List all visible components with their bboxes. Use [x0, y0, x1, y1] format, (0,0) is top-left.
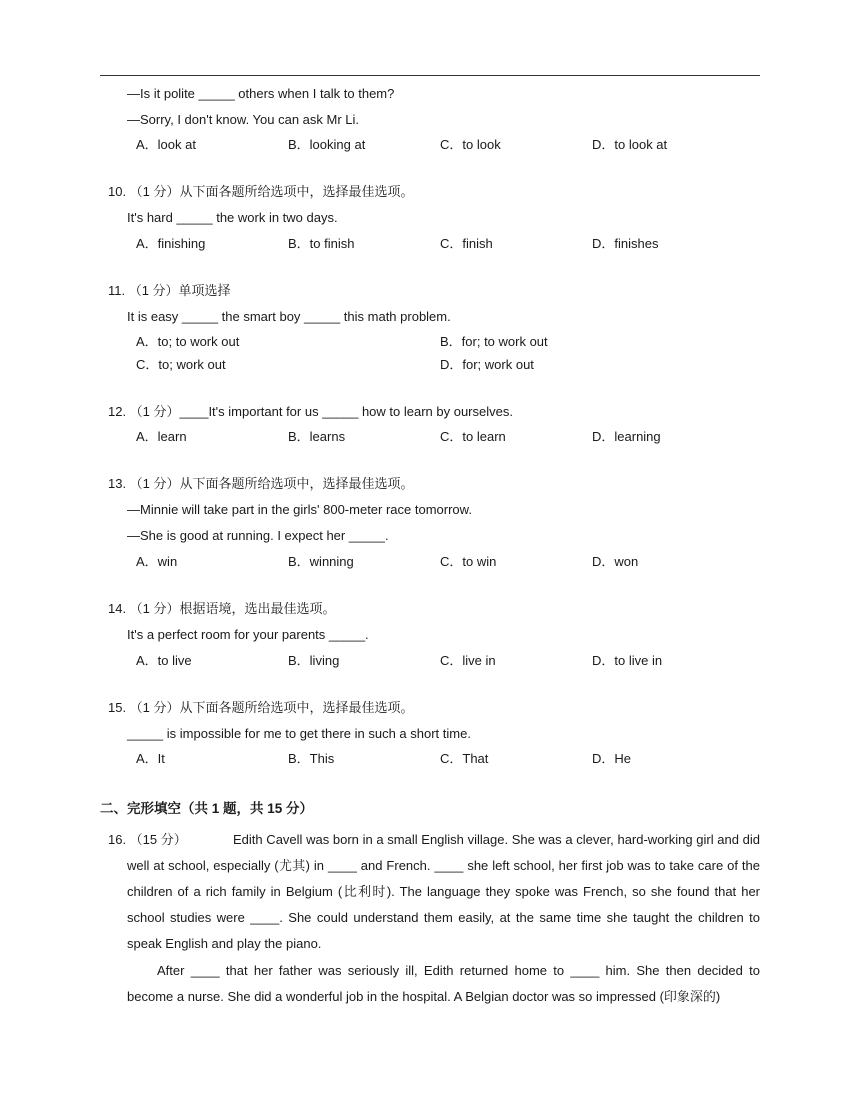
- q13-option-a[interactable]: A．win: [136, 554, 178, 569]
- q14-option-d[interactable]: D．to live in: [592, 653, 663, 668]
- q14-header: 14. （1 分）根据语境，选出最佳选项。: [108, 601, 336, 616]
- q14-stem: It's a perfect room for your parents _____.: [127, 627, 369, 642]
- q13-option-d[interactable]: D．won: [592, 554, 639, 569]
- q11-option-c[interactable]: C．to; work out: [136, 357, 226, 372]
- q12-option-d[interactable]: D．learning: [592, 429, 661, 444]
- q14-option-c[interactable]: C．live in: [440, 653, 496, 668]
- q10-option-c[interactable]: C．finish: [440, 236, 493, 251]
- q12-option-c[interactable]: C．to learn: [440, 429, 506, 444]
- q16-paragraph-1: Edith Cavell was born in a small English village. She was a clever, hard-working girl and did well at school, especially (尤其) in ____ and French. ____ she left school, her first job was to take care of the children of a rich family in Belgium (比利时). The language they spoke was French, so she found that her school studies were ____. She could understand them easily, at the same time she taught the children to speak English and play the piano.: [127, 832, 760, 951]
- q15-option-d[interactable]: D．He: [592, 751, 632, 766]
- q10-option-d[interactable]: D．finishes: [592, 236, 659, 251]
- header-rule: [100, 75, 760, 76]
- q11-option-a[interactable]: A．to; to work out: [136, 334, 240, 349]
- q14-option-b[interactable]: B．living: [288, 653, 340, 668]
- section-2-title: 二、完形填空（共 1 题，共 15 分）: [100, 801, 314, 816]
- q13-line2: —She is good at running. I expect her _____.: [127, 528, 389, 543]
- q16-paragraph-2: After ____ that her father was seriously ill, Edith returned home to ____ him. She then decided to become a nurse. She did a wonderful job in the hospital. A Belgian doctor was so impressed (印象深的): [127, 963, 760, 1004]
- q10-stem: It's hard _____ the work in two days.: [127, 210, 338, 225]
- q9-option-c[interactable]: C．to look: [440, 137, 501, 152]
- q12-option-a[interactable]: A．learn: [136, 429, 187, 444]
- q9-line1: —Is it polite _____ others when I talk to them?: [127, 86, 395, 101]
- q13-line1: —Minnie will take part in the girls' 800-meter race tomorrow.: [127, 502, 472, 517]
- q10-header: 10. （1 分）从下面各题所给选项中，选择最佳选项。: [108, 184, 414, 199]
- q9-option-b[interactable]: B．looking at: [288, 137, 366, 152]
- q15-header: 15. （1 分）从下面各题所给选项中，选择最佳选项。: [108, 700, 414, 715]
- q11-option-b[interactable]: B．for; to work out: [440, 334, 548, 349]
- q12-option-b[interactable]: B．learns: [288, 429, 346, 444]
- q15-option-a[interactable]: A．It: [136, 751, 165, 766]
- q13-option-c[interactable]: C．to win: [440, 554, 497, 569]
- q9-option-d[interactable]: D．to look at: [592, 137, 668, 152]
- q15-option-c[interactable]: C．That: [440, 751, 489, 766]
- q11-header: 11. （1 分）单项选择: [108, 283, 231, 298]
- q15-option-b[interactable]: B．This: [288, 751, 335, 766]
- q10-option-b[interactable]: B．to finish: [288, 236, 355, 251]
- q13-option-b[interactable]: B．winning: [288, 554, 354, 569]
- q15-stem: _____ is impossible for me to get there in such a short time.: [127, 726, 471, 741]
- q12-header: 12. （1 分）____It's important for us _____ how to learn by ourselves.: [108, 404, 513, 419]
- q11-stem: It is easy _____ the smart boy _____ this math problem.: [127, 309, 451, 324]
- q16-label: 16. （15 分）: [108, 832, 187, 847]
- q13-header: 13. （1 分）从下面各题所给选项中，选择最佳选项。: [108, 476, 414, 491]
- q9-option-a[interactable]: A．look at: [136, 137, 196, 152]
- q11-option-d[interactable]: D．for; work out: [440, 357, 534, 372]
- q14-option-a[interactable]: A．to live: [136, 653, 192, 668]
- q10-option-a[interactable]: A．finishing: [136, 236, 206, 251]
- q9-line2: —Sorry, I don't know. You can ask Mr Li.: [127, 112, 360, 127]
